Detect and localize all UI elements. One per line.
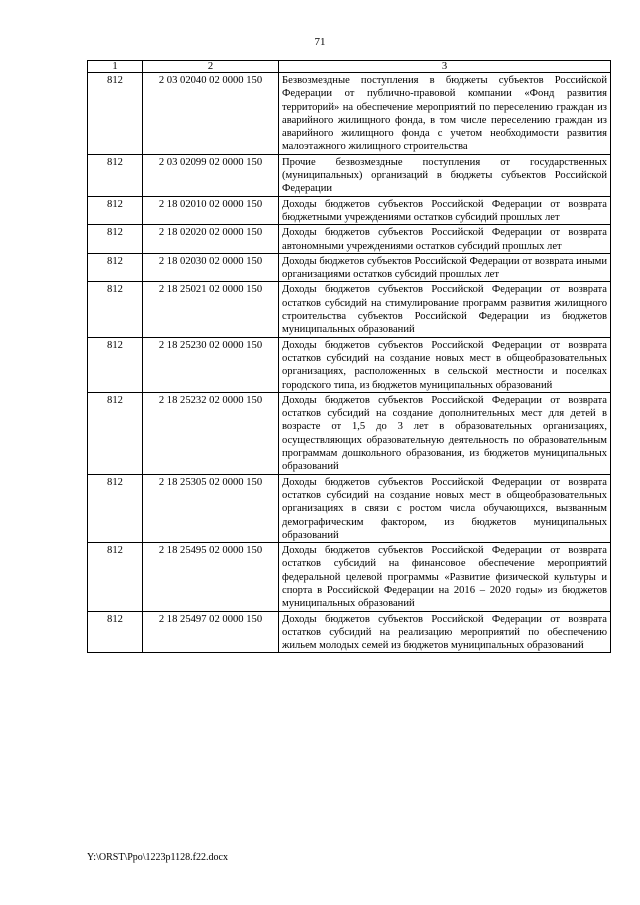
description-cell: Доходы бюджетов субъектов Российской Федерации от возврата бюджетными учреждениями остатков субсидий прошлых лет	[279, 196, 611, 225]
kbk-code-cell: 2 18 25232 02 0000 150	[143, 392, 279, 474]
kbk-code-cell: 2 18 25021 02 0000 150	[143, 282, 279, 337]
revenue-codes-table	[87, 60, 611, 653]
kbk-code-cell: 2 03 02099 02 0000 150	[143, 154, 279, 196]
table-row	[88, 474, 611, 542]
admin-code-cell: 812	[88, 73, 143, 155]
table-row	[88, 253, 611, 282]
description-cell: Доходы бюджетов субъектов Российской Федерации от возврата автономными учреждениями остатков субсидий прошлых лет	[279, 225, 611, 254]
kbk-code-cell: 2 18 25497 02 0000 150	[143, 611, 279, 653]
kbk-code-cell: 2 18 25305 02 0000 150	[143, 474, 279, 542]
table-row	[88, 337, 611, 392]
kbk-code-cell: 2 03 02040 02 0000 150	[143, 73, 279, 155]
table-row	[88, 225, 611, 254]
description-cell: Безвозмездные поступления в бюджеты субъектов Российской Федерации от публично-правовой компании «Фонд развития территорий» на обеспечение мероприятий по переселению граждан из аварийного жилищного фонда, в том числе переселению граждан из аварийного жилищного фонда с учетом необходимости развития малоэтажного жилищного строительства	[279, 73, 611, 155]
description-cell: Доходы бюджетов субъектов Российской Федерации от возврата остатков субсидий на создание новых мест в общеобразовательных организациях, расположенных в сельской местности и поселках городского типа, из бюджетов муниципальных образований	[279, 337, 611, 392]
header-col-3: 3	[279, 61, 611, 73]
header-col-2: 2	[143, 61, 279, 73]
admin-code-cell: 812	[88, 154, 143, 196]
kbk-code-cell: 2 18 02030 02 0000 150	[143, 253, 279, 282]
page-number: 71	[314, 36, 326, 48]
kbk-code-cell: 2 18 02010 02 0000 150	[143, 196, 279, 225]
table-row	[88, 392, 611, 474]
description-cell: Доходы бюджетов субъектов Российской Федерации от возврата иными организациями остатков субсидий прошлых лет	[279, 253, 611, 282]
table-header-row	[88, 61, 611, 73]
admin-code-cell: 812	[88, 225, 143, 254]
admin-code-cell: 812	[88, 543, 143, 611]
admin-code-cell: 812	[88, 392, 143, 474]
description-cell: Прочие безвозмездные поступления от государственных (муниципальных) организаций в бюджеты субъектов Российской Федерации	[279, 154, 611, 196]
admin-code-cell: 812	[88, 611, 143, 653]
admin-code-cell: 812	[88, 337, 143, 392]
description-cell: Доходы бюджетов субъектов Российской Федерации от возврата остатков субсидий на стимулирование программ развития жилищного строительства субъектов Российской Федерации из бюджетов муниципальных образований	[279, 282, 611, 337]
admin-code-cell: 812	[88, 282, 143, 337]
kbk-code-cell: 2 18 02020 02 0000 150	[143, 225, 279, 254]
table-row	[88, 543, 611, 611]
description-cell: Доходы бюджетов субъектов Российской Федерации от возврата остатков субсидий на финансовое обеспечение мероприятий федеральной целевой программы «Развитие физической культуры и спорта в Российской Федерации на 2016 – 2020 годы» из бюджетов муниципальных образований	[279, 543, 611, 611]
admin-code-cell: 812	[88, 474, 143, 542]
kbk-code-cell: 2 18 25495 02 0000 150	[143, 543, 279, 611]
admin-code-cell: 812	[88, 196, 143, 225]
table-row	[88, 154, 611, 196]
table-row	[88, 73, 611, 155]
document-file-path: Y:\ORST\Ppo\1223p1128.f22.docx	[87, 852, 228, 863]
kbk-code-cell: 2 18 25230 02 0000 150	[143, 337, 279, 392]
table-row	[88, 282, 611, 337]
description-cell: Доходы бюджетов субъектов Российской Федерации от возврата остатков субсидий на реализацию мероприятий по обеспечению жильем молодых семей из бюджетов муниципальных образований	[279, 611, 611, 653]
description-cell: Доходы бюджетов субъектов Российской Федерации от возврата остатков субсидий на создание новых мест в общеобразовательных организациях в связи с ростом числа обучающихся, вызванным демографическим фактором, из бюджетов муниципальных образований	[279, 474, 611, 542]
admin-code-cell: 812	[88, 253, 143, 282]
description-cell: Доходы бюджетов субъектов Российской Федерации от возврата остатков субсидий на создание дополнительных мест для детей в возрасте от 1,5 до 3 лет в образовательных организациях, осуществляющих образовательную деятельность по образовательным программам дошкольного образования, из бюджетов муниципальных образований	[279, 392, 611, 474]
header-col-1: 1	[88, 61, 143, 73]
table-row	[88, 196, 611, 225]
table-row	[88, 611, 611, 653]
